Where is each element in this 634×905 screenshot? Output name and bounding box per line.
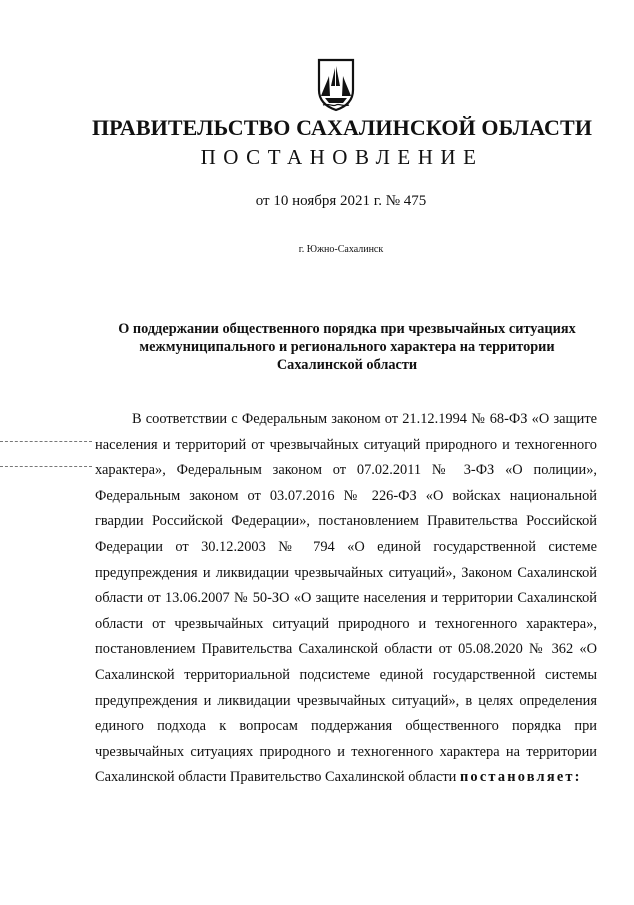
document-city: г. Южно-Сахалинск <box>298 244 384 255</box>
body-paragraph-text: В соответствии с Федеральным законом от 21.12.1994 № 68-ФЗ «О защите населения и территорий от чрезвычайных ситуаций природного и техногенного характера», Федеральным законом от 07.02.2011 № 3-ФЗ «О полиции», Федеральным законом от 03.07.2016 № 226-ФЗ «О войсках национальной гвардии Российской Федерации», постановлением Правительства Российской Федерации от 30.12.2003 № 794 «О единой государственной системе предупреждения и ликвидации чрезвычайных ситуаций», Законом Сахалинской области от 13.06.2007 № 50-ЗО «О защите населения и территории Сахалинской области от чрезвычайных ситуаций природного и техногенного характера», постановлением Правительства Сахалинской области от 05.08.2020 № 362 «О Сахалинской территориальной подсистеме единой государственной системы предупреждения и ликвидации чрезвычайных ситуаций», в целях определения единого подхода к вопросам поддержания общественного порядка при чрезвычайных ситуациях природного и техногенного характера на территории Сахалинской области Правительство Сахалинской области <box>95 411 597 786</box>
document-body <box>95 407 597 791</box>
organization-name: ПРАВИТЕЛЬСТВО САХАЛИНСКОЙ ОБЛАСТИ <box>91 115 593 140</box>
title-line-1: О поддержании общественного порядка при чрезвычайных ситуациях <box>118 321 576 337</box>
document-date-number: от 10 ноября 2021 г. № 475 <box>255 193 427 209</box>
scan-artifact-line <box>0 466 92 467</box>
title-line-3: Сахалинской области <box>276 357 418 373</box>
scan-artifact-line <box>0 441 92 442</box>
title-line-2: межмуниципального и регионального характера на территории <box>139 339 555 355</box>
document-type: ПОСТАНОВЛЕНИЕ <box>200 145 484 169</box>
resolves-word: постановляет: <box>459 769 582 786</box>
sakhalin-coat-of-arms-icon <box>313 56 359 112</box>
body-paragraph <box>95 407 597 791</box>
document-title <box>100 320 594 374</box>
